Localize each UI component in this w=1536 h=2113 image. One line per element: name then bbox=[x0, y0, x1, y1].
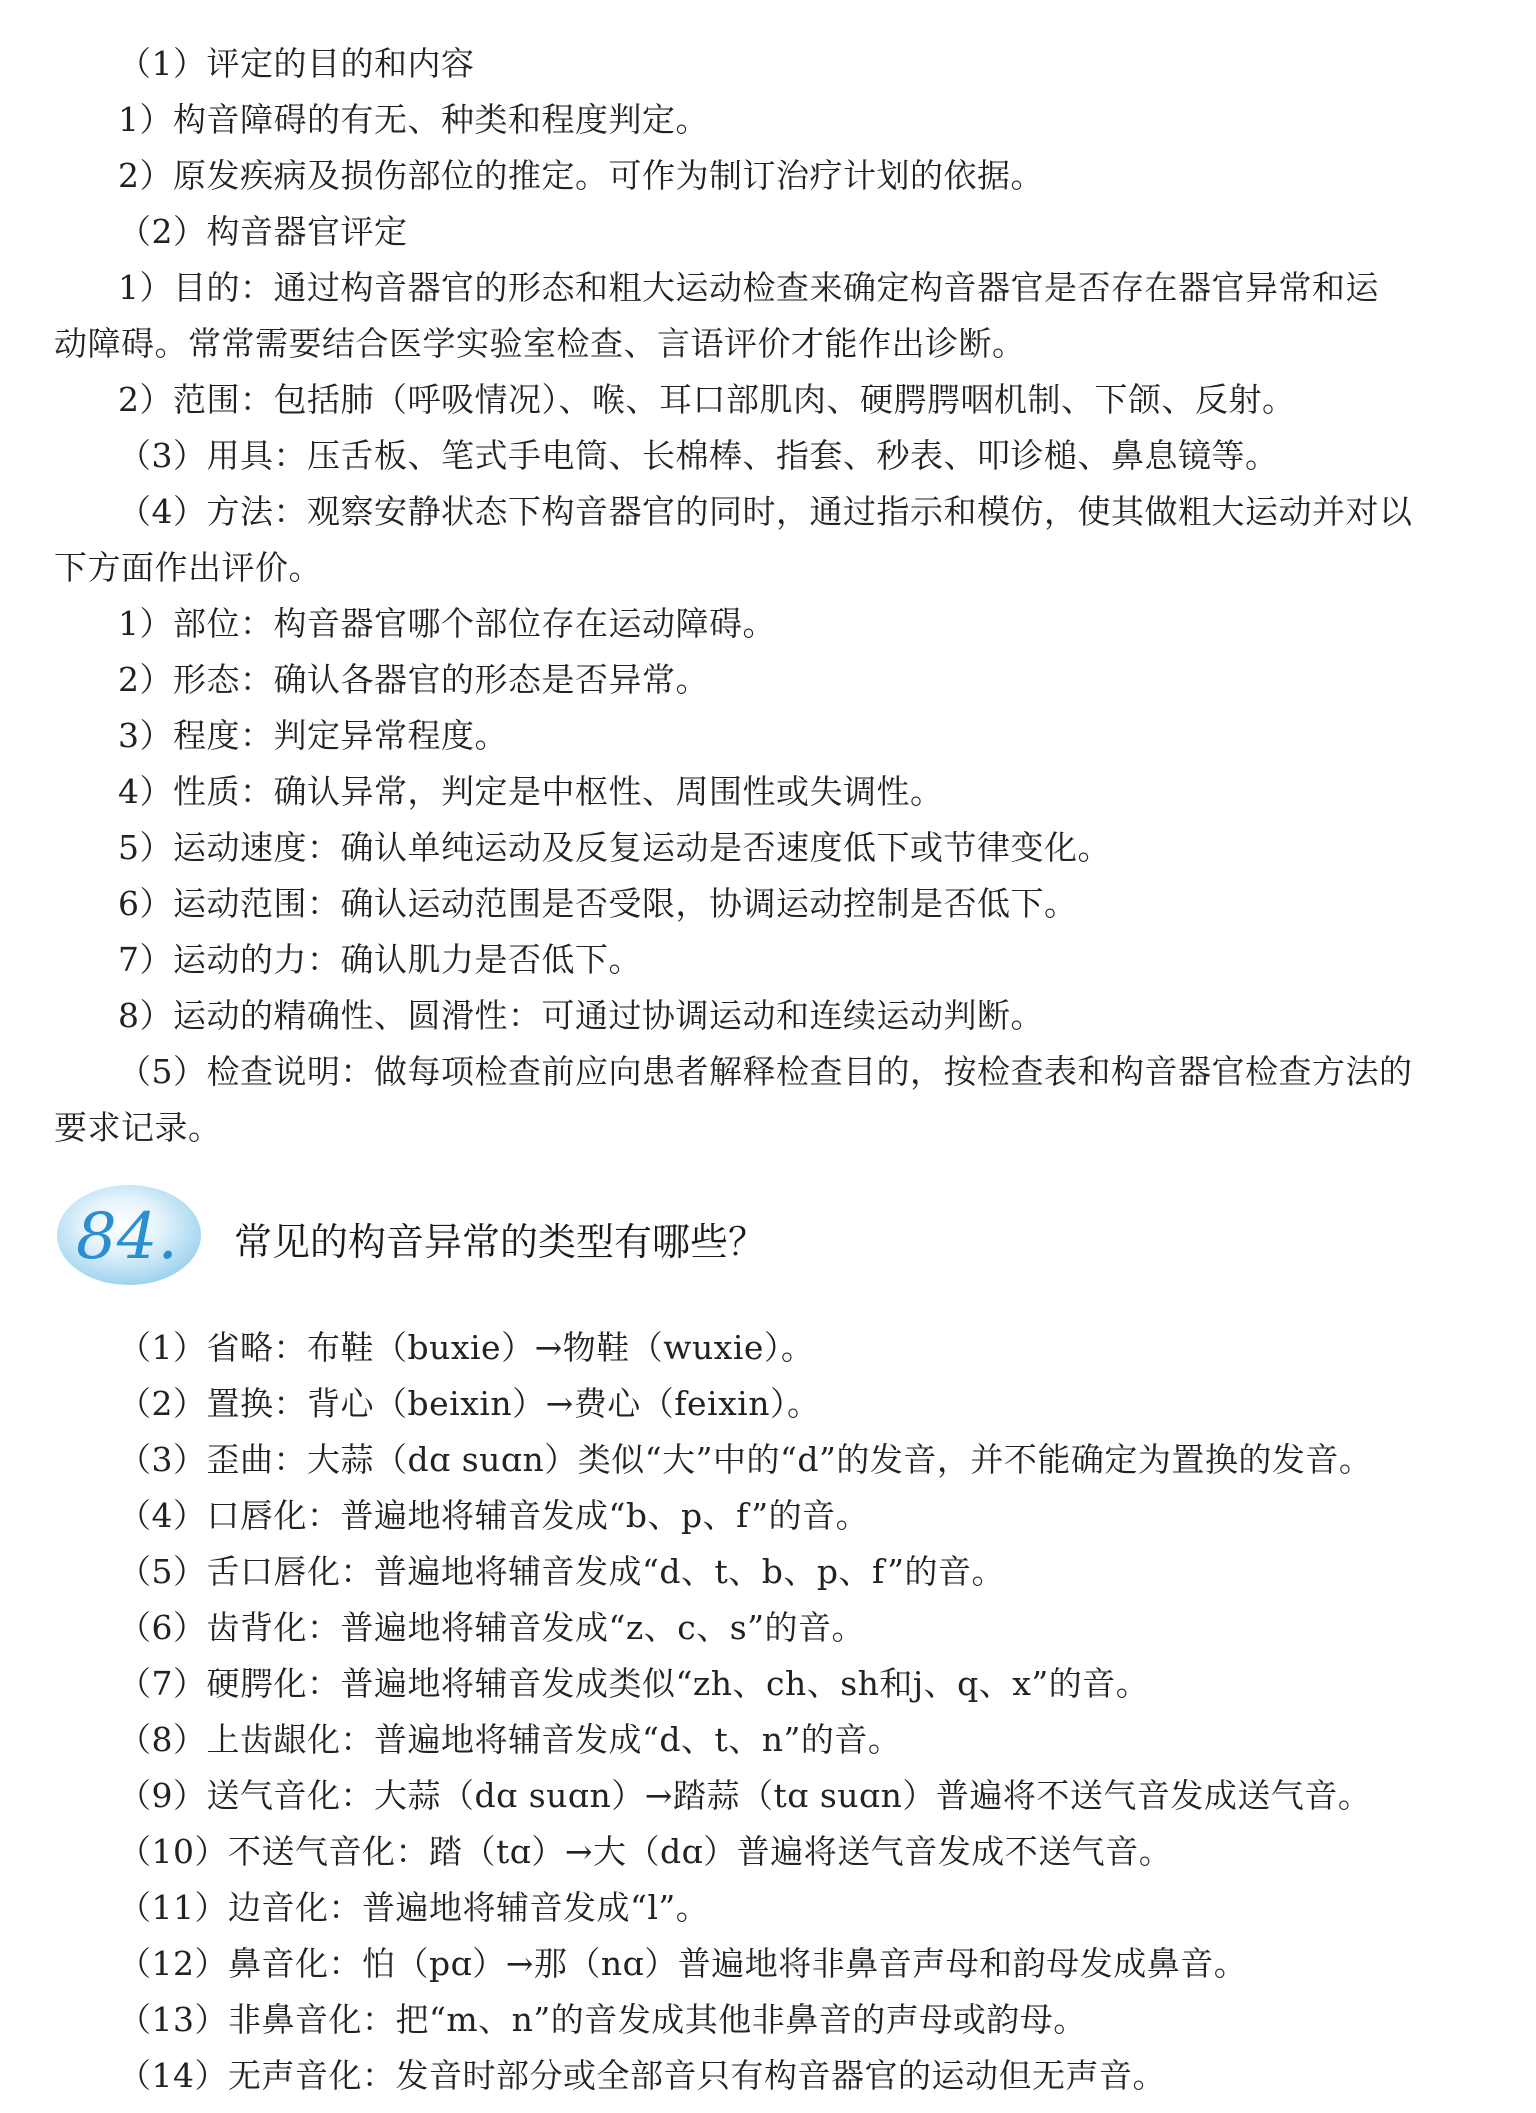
text-line: 3）程度：判定异常程度。 bbox=[118, 716, 508, 755]
text-line: 1）部位：构音器官哪个部位存在运动障碍。 bbox=[118, 604, 776, 643]
text-line: （3）歪曲：大蒜（dɑ suɑn）类似“大”中的“d”的发音，并不能确定为置换的发音。 bbox=[118, 1440, 1373, 1479]
text-line: （13）非鼻音化：把“m、n”的音发成其他非鼻音的声母或韵母。 bbox=[118, 2000, 1087, 2039]
text-line: 7）运动的力：确认肌力是否低下。 bbox=[118, 940, 642, 979]
text-line: 5）运动速度：确认单纯运动及反复运动是否速度低下或节律变化。 bbox=[118, 828, 1111, 867]
text-line: 1）构音障碍的有无、种类和程度判定。 bbox=[118, 100, 709, 139]
text-line: （1）评定的目的和内容 bbox=[118, 44, 475, 83]
text-line: 要求记录。 bbox=[54, 1108, 222, 1147]
text-line: （2）置换：背心（beixin）→费心（feixin）。 bbox=[118, 1384, 821, 1423]
text-line: 8）运动的精确性、圆滑性：可通过协调运动和连续运动判断。 bbox=[118, 996, 1044, 1035]
text-line: （2）构音器官评定 bbox=[118, 212, 408, 251]
text-line: 动障碍。常常需要结合医学实验室检查、言语评价才能作出诊断。 bbox=[54, 324, 1026, 363]
text-line: （6）齿背化：普遍地将辅音发成“z、c、s”的音。 bbox=[118, 1608, 866, 1647]
text-line: （4）口唇化：普遍地将辅音发成“b、p、f”的音。 bbox=[118, 1496, 870, 1535]
text-line: 4）性质：确认异常，判定是中枢性、周围性或失调性。 bbox=[118, 772, 944, 811]
text-line: （8）上齿龈化：普遍地将辅音发成“d、t、n”的音。 bbox=[118, 1720, 902, 1759]
question-number: 84. bbox=[76, 1200, 178, 1274]
text-line: （12）鼻音化：怕（pɑ）→那（nɑ）普遍地将非鼻音声母和韵母发成鼻音。 bbox=[118, 1944, 1248, 1983]
text-line: （10）不送气音化：踏（tɑ）→大（dɑ）普遍将送气音发成不送气音。 bbox=[118, 1832, 1173, 1871]
question-title: 常见的构音异常的类型有哪些？ bbox=[234, 1220, 767, 1264]
text-line: （5）舌口唇化：普遍地将辅音发成“d、t、b、p、f”的音。 bbox=[118, 1552, 1006, 1591]
text-line: 2）形态：确认各器官的形态是否异常。 bbox=[118, 660, 709, 699]
text-line: （9）送气音化：大蒜（dɑ suɑn）→踏蒜（tɑ suɑn）普遍将不送气音发成送气音。 bbox=[118, 1776, 1372, 1815]
text-line: （1）省略：布鞋（buxie）→物鞋（wuxie）。 bbox=[118, 1328, 815, 1367]
text-line: 下方面作出评价。 bbox=[54, 548, 322, 587]
text-line: （7）硬腭化：普遍地将辅音发成类似“zh、ch、sh和j、q、x”的音。 bbox=[118, 1664, 1150, 1703]
text-line: 1）目的：通过构音器官的形态和粗大运动检查来确定构音器官是否存在器官异常和运 bbox=[118, 268, 1379, 307]
text-line: （14）无声音化：发音时部分或全部音只有构音器官的运动但无声音。 bbox=[118, 2056, 1166, 2095]
text-line: （4）方法：观察安静状态下构音器官的同时，通过指示和模仿，使其做粗大运动并对以 bbox=[118, 492, 1413, 531]
text-line: 2）范围：包括肺（呼吸情况）、喉、耳口部肌肉、硬腭腭咽机制、下颌、反射。 bbox=[118, 380, 1296, 419]
text-line: （3）用具：压舌板、笔式手电筒、长棉棒、指套、秒表、叩诊槌、鼻息镜等。 bbox=[118, 436, 1279, 475]
text-line: 6）运动范围：确认运动范围是否受限，协调运动控制是否低下。 bbox=[118, 884, 1078, 923]
text-line: （11）边音化：普遍地将辅音发成“l”。 bbox=[118, 1888, 710, 1927]
text-line: （5）检查说明：做每项检查前应向患者解释检查目的，按检查表和构音器官检查方法的 bbox=[118, 1052, 1413, 1091]
text-line: 2）原发疾病及损伤部位的推定。可作为制订治疗计划的依据。 bbox=[118, 156, 1044, 195]
question-number-badge bbox=[54, 1180, 204, 1290]
